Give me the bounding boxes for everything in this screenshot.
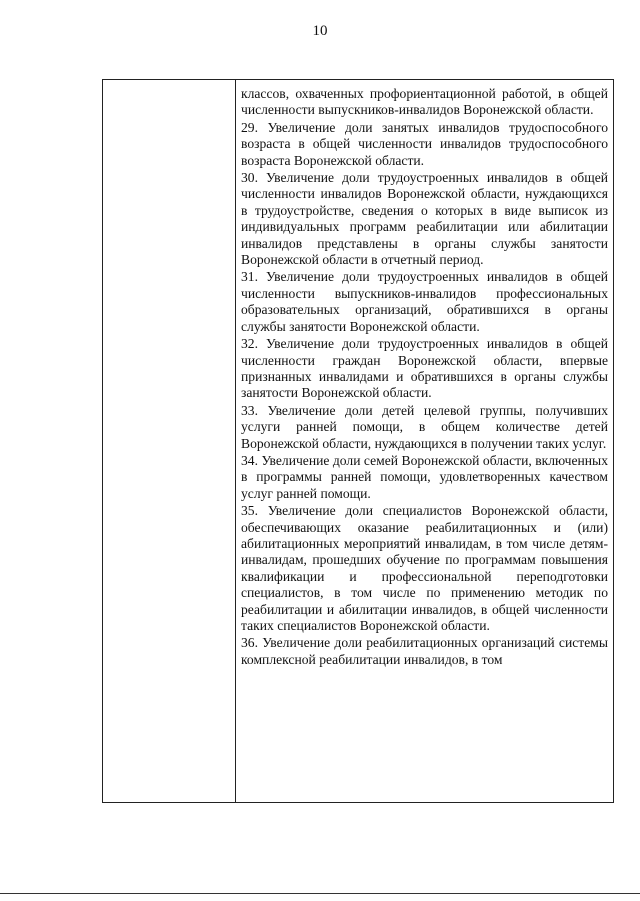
table-left-cell — [103, 80, 236, 802]
page-number: 10 — [312, 23, 328, 39]
table-right-cell — [236, 80, 613, 802]
document-table — [102, 79, 614, 803]
indicator-item-29: 29. Увеличение доли занятых инвалидов трудоспособного возраста в общей численности инвалидов трудоспособного возраста Воронежской области. — [241, 119, 608, 168]
indicator-item-36: 36. Увеличение доли реабилитационных организаций системы комплексной реабилитации инвалидов, в том — [241, 635, 608, 667]
page-bottom-rule — [0, 893, 640, 894]
indicator-item-31: 31. Увеличение доли трудоустроенных инвалидов в общей численности выпускников-инвалидов профессиональных образовательных организаций, обратившихся в органы службы занятости Воронежской области. — [241, 269, 608, 334]
indicator-item-34: 34. Увеличение доли семей Воронежской области, включенных в программы ранней помощи, удовлетворенных качеством услуг ранней помощи. — [241, 452, 608, 501]
indicator-item-35: 35. Увеличение доли специалистов Воронежской области, обеспечивающих оказание реабилитационных и (или) абилитационных мероприятий инвалидам, в том числе детям-инвалидам, прошедших обучение по программам повышения квалификации и профессиональной переподготовки специалистов, в том числе по применению методик по реабилитации и абилитации инвалидов, в общей численности таких специалистов Воронежской области. — [241, 503, 608, 633]
indicator-item-33: 33. Увеличение доли детей целевой группы, получивших услуги ранней помощи, в общем количестве детей Воронежской области, нуждающихся в получении таких услуг. — [241, 402, 608, 451]
indicator-item-continued: классов, охваченных профориентационной работой, в общей численности выпускников-инвалидов Воронежской области. — [241, 86, 608, 118]
indicator-item-30: 30. Увеличение доли трудоустроенных инвалидов в общей численности инвалидов Воронежской области, нуждающихся в трудоустройстве, сведения о которых в виде выписок из индивидуальных программ реабилитации или абилитации инвалидов представлены в органы службы занятости Воронежской области в отчетный период. — [241, 170, 608, 268]
indicator-item-32: 32. Увеличение доли трудоустроенных инвалидов в общей численности граждан Воронежской области, впервые признанных инвалидами и обратившихся в органы службы занятости Воронежской области. — [241, 336, 608, 401]
